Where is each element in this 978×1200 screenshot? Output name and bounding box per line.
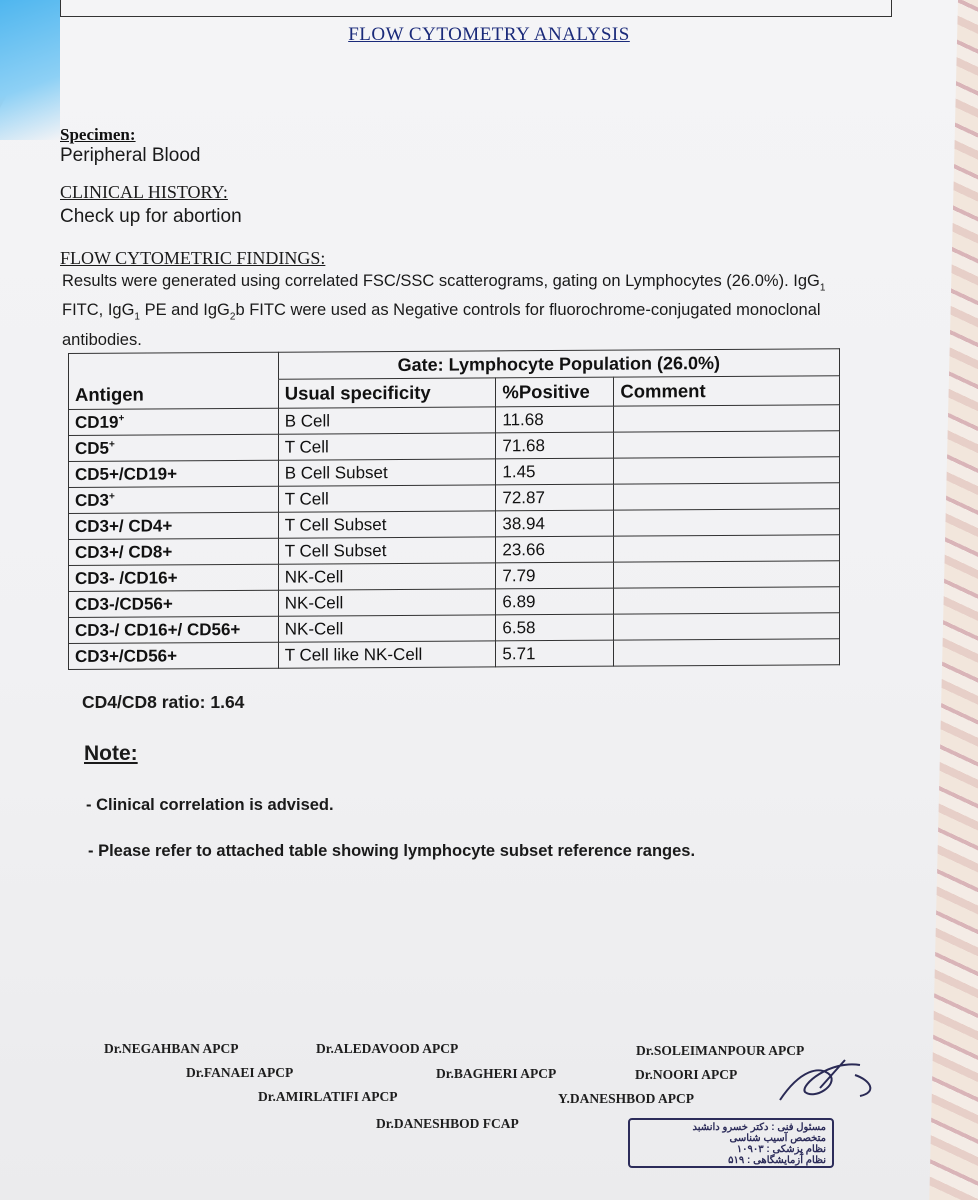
- doctor-name: Dr.SOLEIMANPOUR APCP: [636, 1043, 805, 1058]
- cell-positive: [496, 588, 614, 615]
- cell-specificity-text: T Cell: [284, 488, 329, 509]
- cell-specificity: [278, 537, 496, 564]
- cell-positive-text: 6.58: [502, 617, 536, 637]
- cell-antigen: [69, 590, 279, 617]
- cell-specificity: [278, 459, 496, 486]
- cell-specificity: [278, 615, 496, 642]
- cell-positive-text: 5.71: [502, 643, 536, 663]
- findings-sub: 2: [229, 311, 236, 323]
- cell-specificity: [278, 589, 496, 616]
- cell-specificity-text: B Cell: [284, 410, 331, 431]
- cell-positive-text: 23.66: [502, 539, 545, 559]
- doctor-name: Dr.DANESHBOD FCAP: [376, 1116, 519, 1131]
- findings-part: b FITC were used as Negative controls for fluorochrome-conjugated monoclonal antibodies.: [62, 301, 821, 349]
- cell-comment: [614, 561, 840, 588]
- antigen-superscript: +: [118, 412, 125, 424]
- cell-positive-text: 1.45: [502, 461, 536, 481]
- doctor-name: Dr.FANAEI APCP: [186, 1065, 294, 1080]
- cell-antigen-text: CD3+/ CD8+: [75, 541, 173, 562]
- findings-part: Results were generated using correlated FSC/SSC scatterograms, gating on Lymphocytes (26.0%). IgG: [62, 272, 820, 290]
- cell-specificity-text: NK-Cell: [284, 618, 344, 639]
- cell-positive: [496, 614, 614, 641]
- cell-positive: [496, 536, 614, 563]
- lab-stamp: [628, 1118, 834, 1168]
- doctor-name: Dr.BAGHERI APCP: [436, 1066, 557, 1081]
- cell-specificity: [278, 563, 496, 590]
- cell-comment: [614, 639, 840, 666]
- cell-positive-text: 6.89: [502, 591, 536, 611]
- findings-sub: 1: [819, 282, 826, 294]
- cell-positive: [496, 562, 614, 589]
- note-label: Note:: [84, 742, 138, 765]
- results-table: [68, 348, 840, 670]
- specimen-label: Specimen:: [60, 125, 136, 144]
- cell-positive: [496, 432, 614, 459]
- background-blue-object: [0, 0, 60, 140]
- cell-antigen: [69, 538, 279, 565]
- doctor-name: Dr.NEGAHBAN APCP: [104, 1041, 239, 1056]
- cell-positive-text: 72.87: [502, 487, 545, 507]
- cell-antigen-text: CD3: [75, 490, 110, 510]
- cell-positive-text: 38.94: [502, 513, 545, 533]
- cell-positive: [496, 640, 614, 667]
- doctor-name: Dr.ALEDAVOOD APCP: [316, 1041, 459, 1056]
- cell-specificity-text: T Cell Subset: [284, 514, 387, 535]
- doctor-name: Y.DANESHBOD APCP: [558, 1091, 695, 1106]
- cell-antigen-text: CD19: [75, 412, 119, 432]
- cell-specificity-text: T Cell like NK-Cell: [284, 644, 423, 665]
- cell-specificity: [278, 641, 496, 668]
- cell-positive-text: 7.79: [502, 565, 536, 585]
- cell-specificity-text: B Cell Subset: [284, 462, 388, 483]
- findings-sub: 1: [134, 311, 140, 323]
- cell-antigen: [69, 512, 279, 539]
- cell-comment: [614, 587, 840, 614]
- cell-positive: [496, 406, 614, 433]
- col-header-positive: %Positive: [496, 377, 614, 407]
- cell-comment: [614, 431, 840, 458]
- cell-antigen: [69, 434, 279, 461]
- doctor-name: Dr.NOORI APCP: [635, 1067, 738, 1082]
- cell-comment: [614, 483, 840, 510]
- stamp-line: متخصص آسیب شناسی: [729, 1133, 826, 1144]
- cell-antigen-text: CD5+/CD19+: [75, 463, 178, 484]
- col-header-antigen: Antigen: [69, 379, 279, 409]
- cell-antigen-text: CD3+/ CD4+: [75, 515, 173, 536]
- cell-antigen-text: CD3+/CD56+: [75, 645, 178, 666]
- cell-antigen-text: CD5: [75, 438, 110, 458]
- cell-positive-text: 71.68: [502, 435, 545, 455]
- col-header-comment: Comment: [614, 376, 840, 406]
- clinical-history-label: CLINICAL HISTORY:: [60, 182, 228, 202]
- cd4-cd8-ratio: CD4/CD8 ratio: 1.64: [82, 692, 245, 712]
- stamp-line: نظام آزمایشگاهی : ۵۱۹: [728, 1155, 826, 1166]
- table-corner: [69, 352, 279, 380]
- findings-text: [62, 270, 842, 351]
- cell-antigen: [69, 460, 279, 487]
- note-line: - Please refer to attached table showing lymphocyte subset reference ranges.: [88, 842, 696, 860]
- cell-antigen-text: CD3-/ CD16+/ CD56+: [75, 619, 241, 640]
- gate-header: Gate: Lymphocyte Population (26.0%): [278, 349, 839, 379]
- cell-antigen: [69, 486, 279, 513]
- cell-antigen: [69, 564, 279, 591]
- cell-specificity: [278, 511, 496, 538]
- cell-specificity: [278, 433, 496, 460]
- doctor-name: Dr.AMIRLATIFI APCP: [258, 1089, 398, 1104]
- signature-icon: [760, 1030, 890, 1130]
- cell-antigen-text: CD3-/CD56+: [75, 593, 173, 614]
- cell-specificity-text: NK-Cell: [284, 592, 344, 613]
- stamp-line: نظام پزشکی : ۱۰۹۰۳: [736, 1144, 826, 1155]
- clinical-history-value: Check up for abortion: [60, 206, 242, 227]
- cell-positive: [496, 458, 614, 485]
- cell-comment: [614, 405, 840, 432]
- cell-antigen: [69, 616, 279, 643]
- cell-antigen: [69, 408, 279, 435]
- stamp-line: مسئول فنی : دکتر خسرو دانشبد: [692, 1122, 826, 1133]
- cell-comment: [614, 535, 840, 562]
- table-header-row: [69, 376, 840, 410]
- cell-specificity-text: T Cell Subset: [284, 540, 387, 561]
- header-frame: [60, 0, 892, 17]
- col-header-specificity: Usual specificity: [278, 378, 496, 408]
- cell-positive: [496, 484, 614, 511]
- cell-specificity: [278, 407, 496, 434]
- cell-specificity-text: NK-Cell: [284, 566, 344, 587]
- findings-label: FLOW CYTOMETRIC FINDINGS:: [60, 248, 326, 268]
- findings-part: PE and IgG: [139, 301, 230, 320]
- cell-antigen: [69, 642, 279, 669]
- cell-antigen-text: CD3- /CD16+: [75, 567, 178, 588]
- report-title: FLOW CYTOMETRY ANALYSIS: [348, 24, 630, 45]
- cell-comment: [614, 613, 840, 640]
- cell-specificity: [278, 485, 496, 512]
- cell-comment: [614, 457, 840, 484]
- antigen-superscript: +: [109, 438, 115, 450]
- findings-part: FITC, IgG: [62, 301, 135, 320]
- table-row: [69, 639, 840, 670]
- cell-specificity-text: T Cell: [284, 436, 329, 457]
- antigen-superscript: +: [109, 490, 115, 502]
- note-line: - Clinical correlation is advised.: [86, 796, 334, 814]
- cell-comment: [614, 509, 840, 536]
- cell-positive: [496, 510, 614, 537]
- cell-positive-text: 11.68: [502, 409, 544, 429]
- specimen-value: Peripheral Blood: [60, 145, 201, 166]
